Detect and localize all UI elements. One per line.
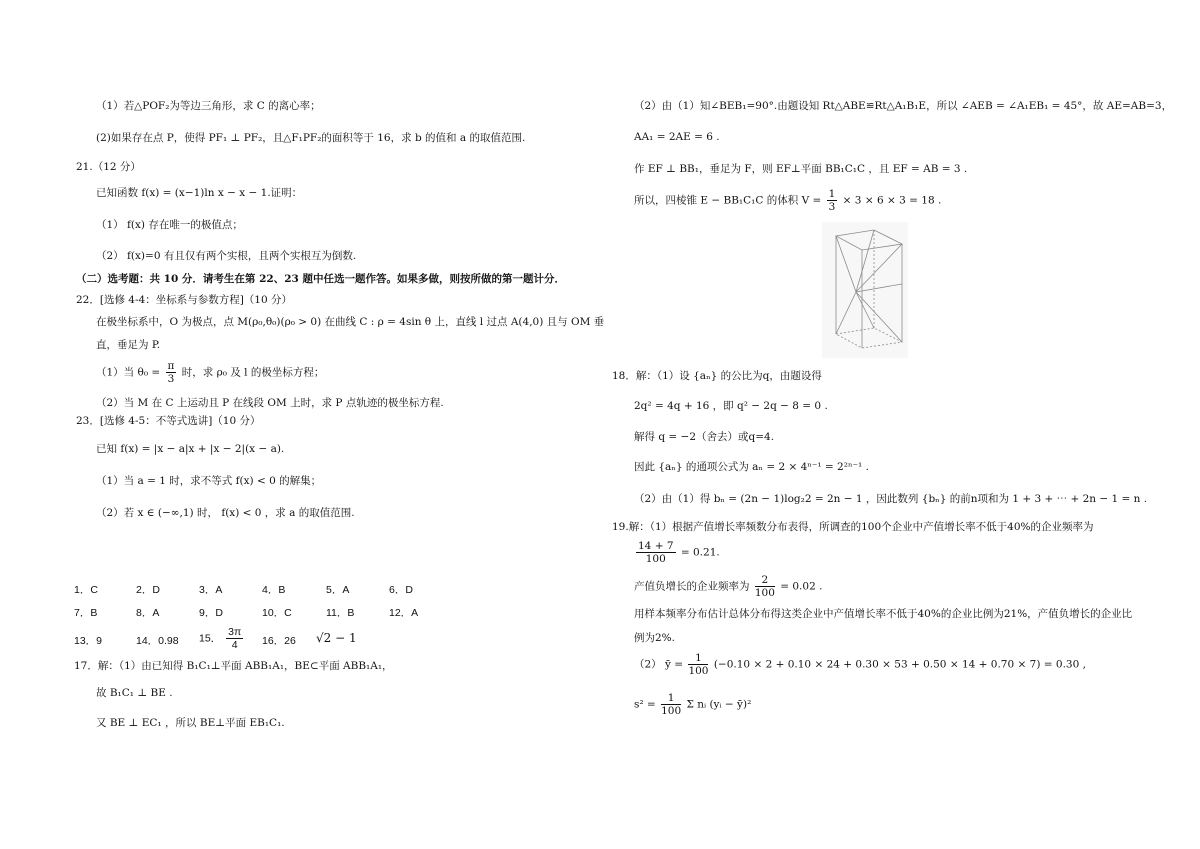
answer-9: 9．D	[199, 607, 223, 619]
q23-stem: 已知 f(x) = |x − a|x + |x − 2|(x − a).	[96, 443, 285, 455]
fraction-numerator: 1	[828, 188, 836, 200]
answer-5: 5．A	[326, 584, 350, 596]
s18-line2: 2q² = 4q + 16 ，即 q² − 2q − 8 = 0 .	[634, 400, 828, 412]
s17-part2-line1: （2）由（1）知∠BEB₁=90°.由题设知 Rt△ABE≌Rt△A₁B₁E，所以 ∠AEB = ∠A₁EB₁ = 45°，故 AE=AB=3，	[634, 100, 1173, 112]
q23-part2: （2）若 x ∈ (−∞,1) 时， f(x) < 0 ，求 a 的取值范围.	[96, 507, 355, 519]
answer-6: 6．D	[389, 584, 413, 596]
q20-part2: (2)如果存在点 P，使得 PF₁ ⊥ PF₂，且△F₁PF₂的面积等于 16，求 b 的值和 a 的取值范围.	[96, 132, 526, 144]
s18-line4: 因此 {aₙ} 的通项公式为 aₙ = 2 × 4ⁿ⁻¹ = 2²ⁿ⁻¹ .	[634, 461, 869, 473]
fraction-3pi-over-4	[226, 626, 243, 651]
q22-stem-line2: 直，垂足为 P.	[96, 339, 161, 351]
s19-line2	[634, 540, 720, 565]
fraction-numerator: 2	[755, 574, 775, 587]
fraction-denominator: 4	[231, 639, 238, 651]
fraction-numerator: 1	[688, 652, 708, 665]
fraction-denominator: 3	[828, 201, 836, 213]
answer-15	[199, 626, 245, 651]
q22-part2: （2）当 M 在 C 上运动且 P 在线段 OM 上时，求 P 点轨迹的极坐标方程.	[96, 397, 444, 409]
s19-line7	[634, 692, 751, 717]
q21-part2: （2） f(x)=0 有且仅有两个实根，且两个实根互为倒数.	[96, 250, 357, 262]
fraction-numerator: 1	[661, 692, 681, 705]
q22-part1-prefix: （1）当 θ₀ =	[96, 366, 161, 379]
fraction-1-over-100	[688, 652, 708, 677]
q21-stem: 已知函数 f(x) = (x−1)ln x − x − 1.证明：	[96, 187, 303, 199]
answer-7: 7．B	[74, 607, 98, 619]
q22-stem-line1: 在极坐标系中，O 为极点，点 M(ρ₀,θ₀)(ρ₀ > 0) 在曲线 C : ρ = 4sin θ 上，直线 l 过点 A(4,0) 且与 OM 垂	[96, 316, 605, 328]
prism-figure	[822, 222, 908, 358]
fraction-pi-over-3	[166, 360, 177, 385]
answer-11: 11．B	[326, 607, 355, 619]
q20-part1: （1）若△POF₂为等边三角形，求 C 的离心率；	[96, 100, 321, 112]
s19-line3-prefix: 产值负增长的企业频率为	[634, 580, 750, 593]
s17-line2: 故 B₁C₁ ⊥ BE .	[96, 687, 173, 699]
fraction-one-third	[827, 188, 838, 213]
fraction-1-over-100-b	[661, 692, 681, 717]
s19-line4: 用样本频率分布估计总体分布得这类企业中产值增长率不低于40%的企业比例为21%，产值负增长的企业比	[634, 608, 1133, 620]
fraction-denominator: 100	[645, 553, 666, 565]
s17-part2-line2: AA₁ = 2AE = 6 .	[634, 131, 720, 143]
fraction-denominator: 100	[754, 587, 775, 599]
s19-line3-result: = 0.02 .	[780, 580, 823, 593]
s19-line6	[634, 652, 1086, 677]
answer-16: 16．26	[262, 635, 296, 647]
volume-prefix: 所以，四棱锥 E − BB₁C₁C 的体积 V =	[634, 194, 822, 207]
q23-heading: 23．[选修 4-5：不等式选讲]（10 分）	[76, 415, 261, 427]
answer-15-prefix: 15．	[199, 632, 222, 645]
s17-part2-line3: 作 EF ⊥ BB₁，垂足为 F，则 EF⊥平面 BB₁C₁C ，且 EF = AB = 3 .	[634, 163, 968, 175]
answer-4: 4．B	[262, 584, 286, 596]
fraction-denominator: 3	[167, 373, 175, 385]
prism-diagram	[822, 222, 908, 358]
q22-heading: 22．[选修 4-4：坐标系与参数方程]（10 分）	[76, 294, 292, 306]
s19-mean-prefix: （2） ȳ =	[634, 658, 684, 671]
s19-line5: 例为2%.	[634, 632, 675, 644]
s17-line1: 17．解：（1）由已知得 B₁C₁⊥平面 ABB₁A₁，BE⊂平面 ABB₁A₁，	[74, 660, 393, 672]
q22-part1	[96, 360, 324, 385]
s19-mean-expression: (−0.10 × 2 + 0.10 × 24 + 0.30 × 53 + 0.50 × 14 + 0.70 × 7) = 0.30 ,	[713, 658, 1086, 671]
s18-line5: （2）由（1）得 bₙ = (2n − 1)log₂2 = 2n − 1 ，因此数列 {bₙ} 的前n项和为 1 + 3 + ⋯ + 2n − 1 = n .	[634, 493, 1148, 505]
answer-8: 8．A	[136, 607, 160, 619]
answer-16-second: √2 − 1	[316, 631, 357, 645]
q21-part1: （1） f(x) 存在唯一的极值点；	[96, 219, 243, 231]
s17-part2-line4	[634, 188, 941, 213]
s19-variance-prefix: s² =	[634, 698, 656, 711]
fraction-numerator: 14 + 7	[638, 540, 674, 552]
section-optional-heading: （二）选考题：共 10 分．请考生在第 22、23 题中任选一题作答。如果多做，则按所做的第一题计分．	[76, 273, 565, 285]
answer-1: 1．C	[74, 584, 98, 596]
fraction-numerator: 3π	[228, 626, 242, 638]
q21-heading: 21.（12 分）	[76, 161, 141, 173]
answer-12: 12．A	[389, 607, 419, 619]
s18-line1: 18．解：（1）设 {aₙ} 的公比为q，由题设得	[612, 370, 822, 382]
s19-variance-expression: Σ nᵢ (yᵢ − ȳ)²	[686, 698, 752, 711]
answer-2: 2．D	[136, 584, 160, 596]
s17-line3: 又 BE ⊥ EC₁ ，所以 BE⊥平面 EB₁C₁.	[96, 717, 285, 729]
answer-10: 10．C	[262, 607, 292, 619]
fraction-denominator: 100	[661, 705, 682, 717]
answer-3: 3．A	[199, 584, 223, 596]
q22-part1-suffix: 时，求 ρ₀ 及 l 的极坐标方程；	[181, 366, 325, 379]
answer-14: 14．0.98	[136, 635, 179, 647]
fraction-denominator: 100	[688, 665, 709, 677]
fraction-2-over-100	[755, 574, 775, 599]
answer-13: 13．9	[74, 635, 103, 647]
fraction-21-over-100	[636, 540, 676, 565]
s19-line2-result: = 0.21.	[680, 546, 720, 559]
fraction-numerator: π	[167, 360, 175, 372]
s18-line3: 解得 q = −2（舍去）或q=4.	[634, 431, 775, 443]
s19-line3	[634, 574, 822, 599]
volume-suffix: × 3 × 6 × 3 = 18 .	[842, 194, 942, 207]
s19-line1: 19.解：（1）根据产值增长率频数分布表得，所调查的100个企业中产值增长率不低于40%的企业频率为	[612, 521, 1094, 533]
q23-part1: （1）当 a = 1 时，求不等式 f(x) < 0 的解集；	[96, 475, 322, 487]
